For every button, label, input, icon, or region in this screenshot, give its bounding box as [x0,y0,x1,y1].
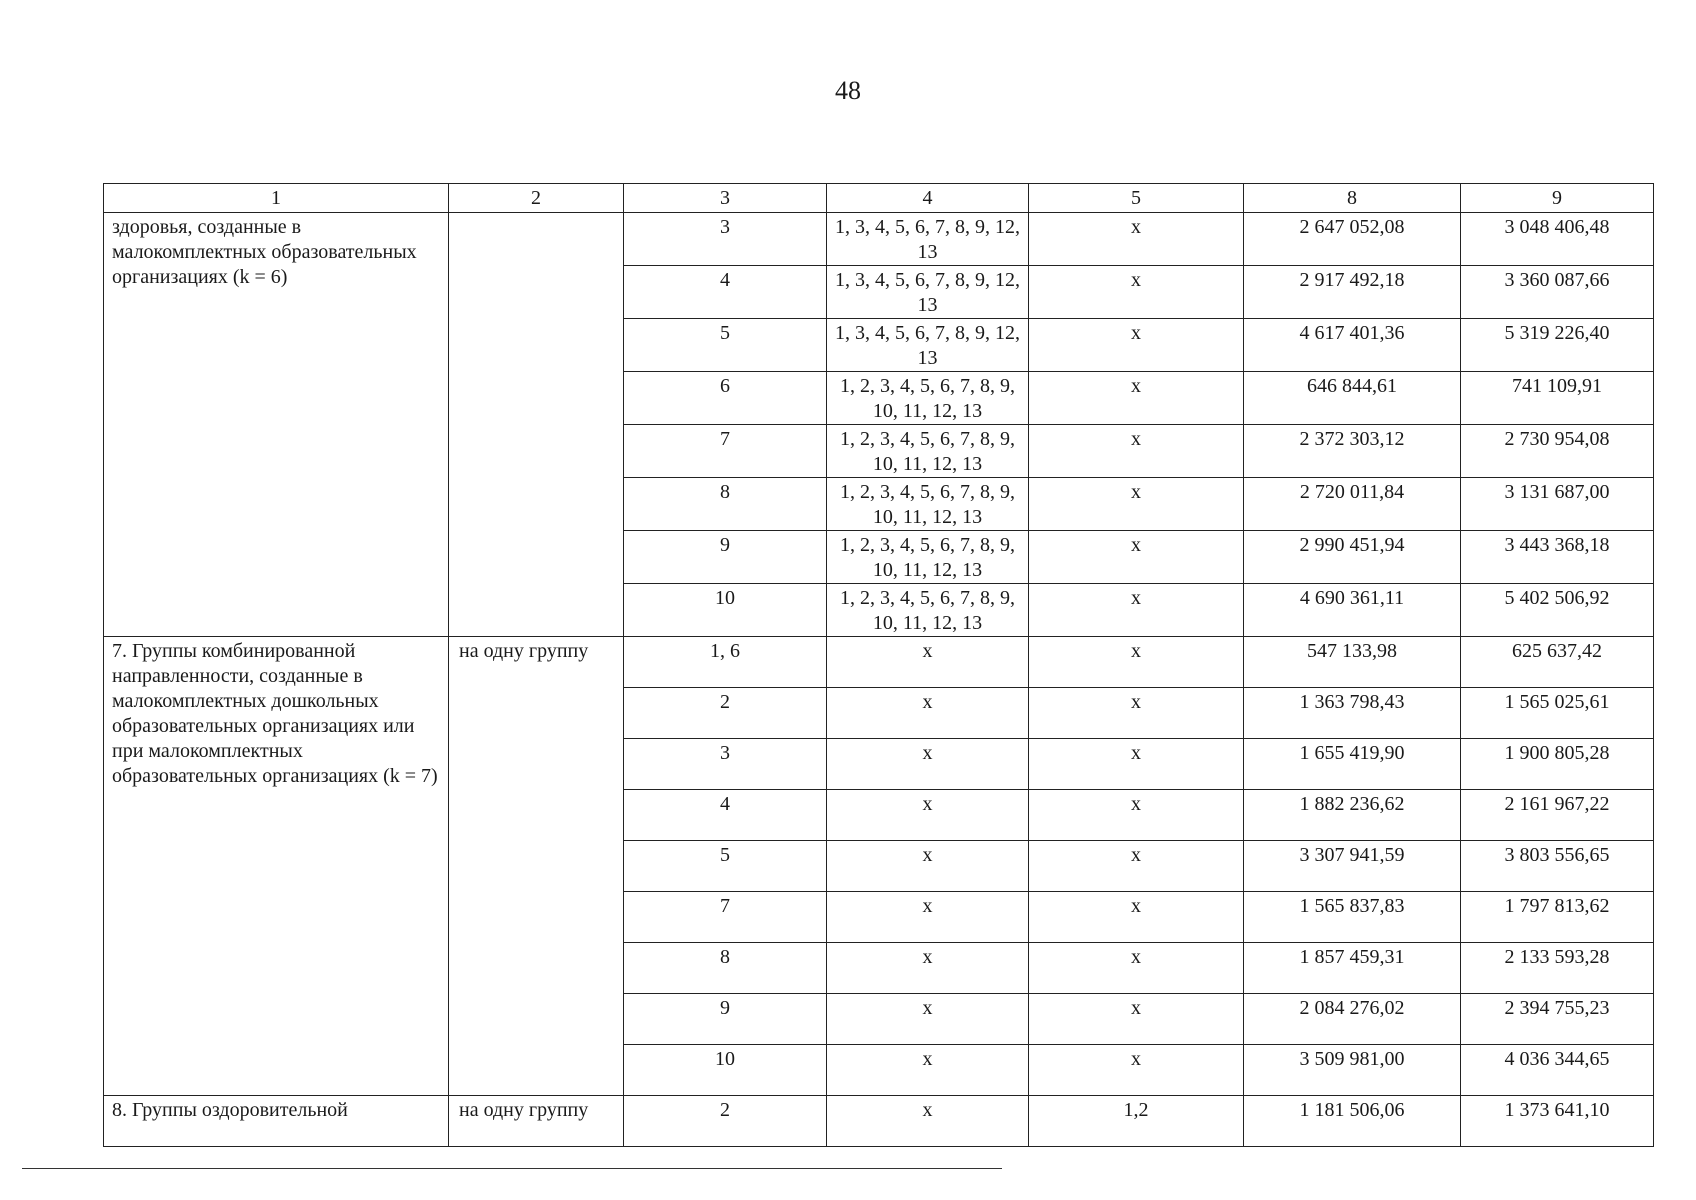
group-size-cell: 10 [624,584,827,637]
coefficient-cell: х [1029,739,1244,790]
column-number: 8 [1244,184,1461,213]
category-cell: х [827,688,1029,739]
coefficient-cell: х [1029,584,1244,637]
value-col8-cell: 3 509 981,00 [1244,1045,1461,1096]
value-col9-cell: 625 637,42 [1461,637,1654,688]
group-unit: на одну группу [449,1096,624,1147]
group-size-cell: 4 [624,790,827,841]
column-number: 4 [827,184,1029,213]
coefficient-cell: х [1029,372,1244,425]
category-cell: 1, 2, 3, 4, 5, 6, 7, 8, 9, 10, 11, 12, 13 [827,372,1029,425]
coefficient-cell: х [1029,531,1244,584]
category-cell: х [827,1096,1029,1147]
column-number: 3 [624,184,827,213]
group-size-cell: 3 [624,213,827,266]
value-col8-cell: 2 084 276,02 [1244,994,1461,1045]
coefficient-cell: 1,2 [1029,1096,1244,1147]
coefficient-cell: х [1029,266,1244,319]
value-col9-cell: 2 133 593,28 [1461,943,1654,994]
group-size-cell: 7 [624,892,827,943]
value-col8-cell: 646 844,61 [1244,372,1461,425]
value-col9-cell: 1 797 813,62 [1461,892,1654,943]
category-cell: х [827,739,1029,790]
group-size-cell: 9 [624,994,827,1045]
group-size-cell: 7 [624,425,827,478]
value-col9-cell: 2 161 967,22 [1461,790,1654,841]
group-size-cell: 2 [624,1096,827,1147]
value-col8-cell: 2 647 052,08 [1244,213,1461,266]
value-col8-cell: 1 181 506,06 [1244,1096,1461,1147]
value-col9-cell: 1 565 025,61 [1461,688,1654,739]
value-col9-cell: 5 319 226,40 [1461,319,1654,372]
coefficient-cell: х [1029,213,1244,266]
coefficient-cell: х [1029,478,1244,531]
value-col9-cell: 3 048 406,48 [1461,213,1654,266]
category-cell: 1, 3, 4, 5, 6, 7, 8, 9, 12, 13 [827,319,1029,372]
value-col8-cell: 4 617 401,36 [1244,319,1461,372]
value-col8-cell: 2 372 303,12 [1244,425,1461,478]
value-col9-cell: 2 730 954,08 [1461,425,1654,478]
category-cell: 1, 3, 4, 5, 6, 7, 8, 9, 12, 13 [827,266,1029,319]
group-size-cell: 5 [624,319,827,372]
tariff-table [103,183,1654,1147]
category-cell: х [827,943,1029,994]
group-size-cell: 9 [624,531,827,584]
category-cell: 1, 2, 3, 4, 5, 6, 7, 8, 9, 10, 11, 12, 13 [827,478,1029,531]
group-unit [449,213,624,637]
coefficient-cell: х [1029,1045,1244,1096]
value-col9-cell: 1 900 805,28 [1461,739,1654,790]
category-cell: х [827,790,1029,841]
category-cell: х [827,994,1029,1045]
value-col8-cell: 4 690 361,11 [1244,584,1461,637]
group-size-cell: 3 [624,739,827,790]
value-col8-cell: 1 363 798,43 [1244,688,1461,739]
group-size-cell: 2 [624,688,827,739]
group-size-cell: 6 [624,372,827,425]
group-size-cell: 8 [624,478,827,531]
value-col8-cell: 3 307 941,59 [1244,841,1461,892]
group-name: 7. Группы комбинированной направленности, созданные в малокомплектных дошкольных образовательных организациях или при малокомплектных образовательных организациях (k = 7) [104,637,449,1096]
table-row [104,1096,1654,1147]
value-col8-cell: 547 133,98 [1244,637,1461,688]
value-col9-cell: 5 402 506,92 [1461,584,1654,637]
group-size-cell: 5 [624,841,827,892]
category-cell: 1, 3, 4, 5, 6, 7, 8, 9, 12, 13 [827,213,1029,266]
category-cell: 1, 2, 3, 4, 5, 6, 7, 8, 9, 10, 11, 12, 13 [827,531,1029,584]
category-cell: х [827,892,1029,943]
value-col8-cell: 2 917 492,18 [1244,266,1461,319]
group-name: 8. Группы оздоровительной [104,1096,449,1147]
value-col9-cell: 2 394 755,23 [1461,994,1654,1045]
table-row [104,637,1654,688]
value-col9-cell: 741 109,91 [1461,372,1654,425]
category-cell: х [827,637,1029,688]
category-cell: х [827,1045,1029,1096]
value-col8-cell: 1 857 459,31 [1244,943,1461,994]
coefficient-cell: х [1029,688,1244,739]
coefficient-cell: х [1029,994,1244,1045]
value-col8-cell: 1 565 837,83 [1244,892,1461,943]
group-size-cell: 10 [624,1045,827,1096]
value-col9-cell: 3 131 687,00 [1461,478,1654,531]
column-number: 5 [1029,184,1244,213]
group-name: здоровья, созданные в малокомплектных образовательных организациях (k = 6) [104,213,449,637]
value-col9-cell: 3 443 368,18 [1461,531,1654,584]
footnote-rule [22,1168,1002,1169]
group-unit: на одну группу [449,637,624,1096]
table-row [104,213,1654,266]
value-col9-cell: 1 373 641,10 [1461,1096,1654,1147]
value-col9-cell: 3 803 556,65 [1461,841,1654,892]
category-cell: 1, 2, 3, 4, 5, 6, 7, 8, 9, 10, 11, 12, 13 [827,584,1029,637]
category-cell: 1, 2, 3, 4, 5, 6, 7, 8, 9, 10, 11, 12, 13 [827,425,1029,478]
group-size-cell: 4 [624,266,827,319]
coefficient-cell: х [1029,790,1244,841]
group-size-cell: 8 [624,943,827,994]
column-number: 9 [1461,184,1654,213]
value-col9-cell: 3 360 087,66 [1461,266,1654,319]
coefficient-cell: х [1029,425,1244,478]
category-cell: х [827,841,1029,892]
value-col8-cell: 1 882 236,62 [1244,790,1461,841]
coefficient-cell: х [1029,637,1244,688]
column-number: 2 [449,184,624,213]
value-col9-cell: 4 036 344,65 [1461,1045,1654,1096]
column-number: 1 [104,184,449,213]
value-col8-cell: 2 720 011,84 [1244,478,1461,531]
column-number-row [104,184,1654,213]
value-col8-cell: 2 990 451,94 [1244,531,1461,584]
coefficient-cell: х [1029,841,1244,892]
coefficient-cell: х [1029,892,1244,943]
value-col8-cell: 1 655 419,90 [1244,739,1461,790]
coefficient-cell: х [1029,943,1244,994]
group-size-cell: 1, 6 [624,637,827,688]
page-number: 48 [835,76,861,105]
coefficient-cell: х [1029,319,1244,372]
